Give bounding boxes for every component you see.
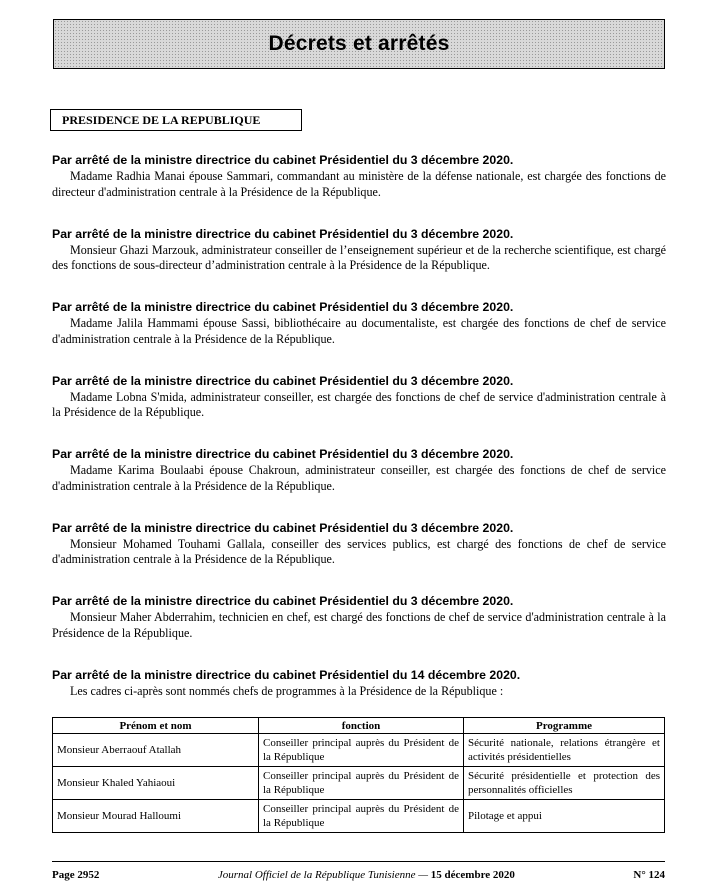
cell-programme: Sécurité présidentielle et protection des personnalités officielles [464,767,665,800]
decree-heading: Par arrêté de la ministre directrice du cabinet Présidentiel du 3 décembre 2020. [52,520,514,535]
decree-list [52,152,666,740]
programme-heads-table [52,717,665,833]
cell-name: Monsieur Khaled Yahiaoui [53,767,259,800]
decree-item [52,446,666,520]
table-row [53,767,665,800]
table-header-row [53,718,665,734]
column-header-programme: Programme [464,718,665,734]
decree-body: Madame Karima Boulaabi épouse Chakroun, administrateur conseiller, est chargée des fonctions de chef de service d'administration centrale à la Présidence de la République. [52,463,666,493]
journal-reference [218,869,515,881]
cell-programme: Pilotage et appui [464,800,665,833]
decree-body: Madame Lobna S'mida, administrateur conseiller, est chargée des fonctions de chef de service d'administration centrale à la Présidence de la République. [52,389,666,419]
cell-function: Conseiller principal auprès du Président de la République [259,767,464,800]
decree-heading: Par arrêté de la ministre directrice du cabinet Présidentiel du 3 décembre 2020. [52,226,514,241]
page-footer [52,867,665,883]
decree-body: Madame Jalila Hammami épouse Sassi, bibliothécaire au documentaliste, est chargée des fonctions de chef de service d'administration centrale à la Présidence de la République. [52,316,666,346]
journal-name: Journal Officiel de la République Tunisienne — [217,869,429,881]
decree-heading: Par arrêté de la ministre directrice du cabinet Présidentiel du 3 décembre 2020. [52,300,514,314]
table-row [53,800,665,833]
decree-item [52,520,666,594]
decree-item [52,152,666,226]
decree-item [52,373,666,447]
decree-body: Monsieur Maher Abderrahim, technicien en chef, est chargé des fonctions de chef de service d'administration centrale à la Présidence de la République. [52,610,666,640]
issue-date: 15 décembre 2020 [430,869,515,881]
decree-body: Monsieur Mohamed Touhami Gallala, conseiller des services publics, est chargé des fonctions de chef de service d'administration centrale à la Présidence de la République. [52,536,666,566]
decree-body: Monsieur Ghazi Marzouk, administrateur conseiller de l’enseignement supérieur et de la recherche scientifique, est chargé des fonctions de sous-directeur d’administration centrale à la Présidence de la République. [52,242,666,272]
cell-programme: Sécurité nationale, relations étrangère et activités présidentielles [464,734,665,767]
page-title-banner [53,19,665,69]
page-number: Page 2952 [52,869,100,881]
decree-heading: Par arrêté de la ministre directrice du cabinet Présidentiel du 3 décembre 2020. [52,447,514,461]
decree-body: Madame Radhia Manai épouse Sammari, commandant au ministère de la défense nationale, est chargée des fonctions de directeur d'administration centrale à la Présidence de la République. [52,169,666,199]
decree-body: Les cadres ci-après sont nommés chefs de programmes à la Présidence de la République : [70,683,504,698]
decree-heading: Par arrêté de la ministre directrice du cabinet Présidentiel du 3 décembre 2020. [52,373,514,388]
decree-heading: Par arrêté de la ministre directrice du cabinet Présidentiel du 3 décembre 2020. [52,594,514,608]
issue-number: N° 124 [633,869,665,881]
cell-function: Conseiller principal auprès du Président de la République [259,734,464,767]
decree-item [52,226,666,300]
decree-item [52,299,666,373]
section-header-box [50,109,302,131]
column-header-name: Prénom et nom [53,718,259,734]
decree-heading: Par arrêté de la ministre directrice du cabinet Présidentiel du 3 décembre 2020. [52,153,514,167]
cell-name: Monsieur Aberraouf Atallah [53,734,259,767]
decree-item [52,593,666,667]
footer-divider [52,861,665,862]
cell-function: Conseiller principal auprès du Président de la République [259,800,464,833]
table-row [53,734,665,767]
page-title: Décrets et arrêtés [268,32,450,55]
decree-heading: Par arrêté de la ministre directrice du cabinet Présidentiel du 14 décembre 2020. [52,667,521,682]
cell-name: Monsieur Mourad Halloumi [53,800,259,833]
section-title: PRESIDENCE DE LA REPUBLIQUE [62,112,261,127]
column-header-function: fonction [259,718,464,734]
